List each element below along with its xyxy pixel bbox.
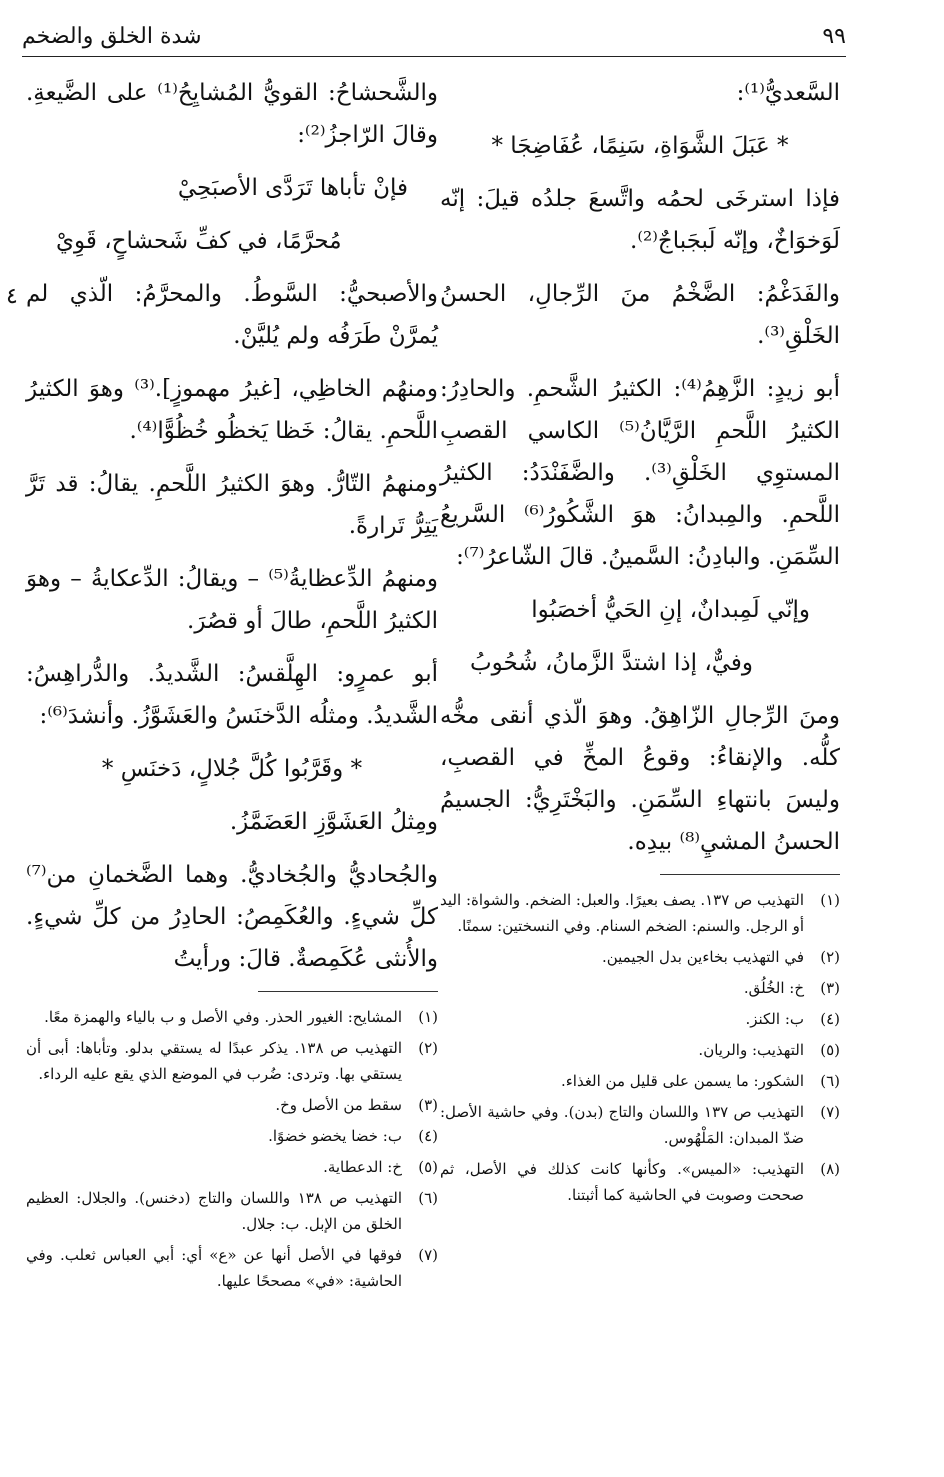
footnote-text: التهذيب: والريان. xyxy=(698,1041,804,1059)
verse-line: وفيٌّ، إذا اشتدَّ الزَّمانُ، شُحُوبُ xyxy=(470,650,754,676)
footnote xyxy=(440,1068,840,1094)
footnote xyxy=(26,1242,438,1294)
footnote-number: (٤) xyxy=(820,1010,840,1028)
footnote-rule xyxy=(258,991,438,992)
footnote-text: التهذيب ص ١٣٧ واللسان والتاج (بدن). وفي حاشية الأصل: ضدّ المبدان: المَلْهُوس. xyxy=(440,1103,804,1147)
footnote-number: (٣) xyxy=(418,1096,438,1114)
footnote-text: في التهذيب بخاءين بدل الجيمين. xyxy=(601,948,804,966)
footnote-text: المشايح: الغيور الحذر. وفي الأصل و ب بالياء والهمزة معًا. xyxy=(44,1008,402,1026)
paragraph: ومِثلُ العَشَوَّزِ العَضَمَّزُ. xyxy=(229,809,438,835)
paragraph: والجُحاديُّ والجُخاديُّ. وهما الضَّخمانِ من⁽⁷⁾ كلِّ شيءٍ. والعُكَمِصُ: الحادِرُ من كلِّ شيءٍ. والأُنثى عُكَمِصةٌ. قالَ: ورأيتُ xyxy=(26,862,438,972)
footnote-text: التهذيب ص ١٣٧. يصف بعيرًا. والعبل: الضخم. والشواة: اليد أو الرجل. والسنم: الضخم السنام. وفي النسختين: سمنًا. xyxy=(440,891,804,935)
footnote xyxy=(26,1035,438,1087)
footnote xyxy=(440,1099,840,1151)
footnote xyxy=(26,1185,438,1237)
footnote-number: (٢) xyxy=(418,1039,438,1057)
footnote xyxy=(440,1037,840,1063)
footnote-text: ب: الكنز. xyxy=(745,1010,804,1028)
footnote-number: (١) xyxy=(820,891,840,909)
verse-line: * عَبَلَ الشَّوَاةِ، سَنِمًا، عُفَاضِجَا * xyxy=(491,133,789,159)
footnote-rule xyxy=(660,874,840,875)
paragraph: والأصبحيُّ: السَّوطُ. والمحرَّمُ: الّذي لم يُمرَّنْ طَرَفُه ولم يُليَّنْ. xyxy=(26,281,438,349)
footnote-number: (٤) xyxy=(418,1127,438,1145)
footnote xyxy=(26,1004,438,1030)
footnote-text: فوقها في الأصل أنها عن «ع» أي: أبي العباس ثعلب. وفي الحاشية: «في» مصححًا عليها. xyxy=(26,1246,402,1290)
footnote xyxy=(440,1006,840,1032)
paragraph: ومنهمُ الدِّعظايةُ⁽⁵⁾ – ويقالُ: الدِّعكايةُ – وهوَ الكثيرُ اللَّحمِ، طالَ أو قصُرَ. xyxy=(26,566,438,634)
footnote xyxy=(440,1156,840,1208)
footnote-number: (٦) xyxy=(418,1189,438,1207)
footnote-number: (٨) xyxy=(820,1160,840,1178)
footnote-number: (١) xyxy=(418,1008,438,1026)
footnote xyxy=(26,1154,438,1180)
footnote-text: التهذيب ص ١٣٨ واللسان والتاج (دخنس). والجلال: العظيم الخلق من الإبل. ب: جلال. xyxy=(26,1189,402,1233)
footnote-text: سقط من الأصل وخ. xyxy=(275,1096,402,1114)
paragraph: ومنَ الرِّجالِ الزّاهِقُ. وهوَ الّذي أنقى مخُّه كلُّه. والإنقاءُ: وقوعُ المخِّ في القصبِ، وليسَ بانتهاءِ السِّمَنِ. والبَخْتَرِيُّ: الجسيمُ الحسنُ المشيِ⁽⁸⁾ بيدِه. xyxy=(440,703,840,855)
footnote-text: خ: الخُلُق. xyxy=(743,979,804,997)
paragraph: أبو عمرٍو: الهِلَّقسُ: الشَّديدُ. والدُّراهِسُ: الشَّديدُ. ومثلُه الدَّخنَسُ والعَشَوَّزُ. وأنشدَ⁽⁶⁾: xyxy=(26,661,438,729)
footnote-text: التهذيب: «الميس». وكأنها كانت كذلك في الأصل، ثم صححت وصوبت في الحاشية كما أثبتنا. xyxy=(440,1160,804,1204)
page-number: ٩٩ xyxy=(822,24,846,49)
paragraph: والفَدَغْمُ: الضَّخْمُ منَ الرِّجالِ، الحسنُ الخَلْقِ⁽³⁾. xyxy=(440,281,840,349)
footnote-number: (٥) xyxy=(418,1158,438,1176)
footnote xyxy=(26,1123,438,1149)
footnote-number: (٧) xyxy=(418,1246,438,1264)
running-title: شدة الخلق والضخم xyxy=(22,24,202,49)
paragraph: ومنهمُ التّارُّ. وهوَ الكثيرُ اللَّحمِ. يقالُ: قد تَرَّ يَتِرُّ تَرارةً. xyxy=(26,471,438,539)
footnote xyxy=(440,887,840,939)
footnote-number: (٦) xyxy=(820,1072,840,1090)
footnote-number: (٢) xyxy=(820,948,840,966)
footnote-number: (٣) xyxy=(820,979,840,997)
paragraph: والشَّحشاحُ: القويُّ المُشايِحُ⁽¹⁾ على الضَّيعةِ. وقالَ الرّاجزُ⁽²⁾: xyxy=(26,80,438,148)
verse-line: * وقَرَّبُوا كُلَّ جُلالٍ، دَخنَسِ * xyxy=(101,756,363,782)
footnote xyxy=(26,1092,438,1118)
footnote-number: (٥) xyxy=(820,1041,840,1059)
footnote-text: خ: الدعطاية. xyxy=(323,1158,402,1176)
verse-line: فإنْ تأباها تَرَدَّى الأصبَحِيْ xyxy=(177,175,408,201)
footnote-text: ب: خضا يخضو خضوًا. xyxy=(268,1127,402,1145)
footnote xyxy=(440,944,840,970)
margin-line-number: ٤ xyxy=(6,284,18,309)
header-rule xyxy=(22,56,846,57)
left-column xyxy=(26,72,438,1299)
footnote xyxy=(440,975,840,1001)
paragraph: أبو زيدٍ: الزَّهِمُ⁽⁴⁾: الكثيرُ الشَّحمِ. والحادِرُ: الكثيرُ اللَّحمِ الرَّيَّانُ⁽⁵⁾ الكاسي القصبِ المستوِي الخَلْقِ⁽³⁾. والضَّفَنْدَدُ: الكثيرُ اللَّحمِ. والمِبدانُ: هوَ الشَّكُورُ⁽⁶⁾ السَّريعُ السِّمَنِ. والبادِنُ: السَّمينُ. قالَ الشّاعرُ⁽⁷⁾: xyxy=(440,376,841,570)
footnote-number: (٧) xyxy=(820,1103,840,1121)
footnote-text: الشكور: ما يسمن على قليل من الغذاء. xyxy=(560,1072,804,1090)
paragraph: ومنهُم الخاظِي، [غيرُ مهموزٍ].⁽³⁾ وهوَ الكثيرُ اللَّحمِ. يقالُ: خَظا يَخظُو خُظُوًّا⁽⁴⁾. xyxy=(26,376,438,444)
running-header xyxy=(22,14,846,60)
paragraph: السَّعديُّ⁽¹⁾: xyxy=(736,80,840,106)
verse-line: وإنّي لَمِبدانٌ، إنِ الحَيُّ أخصَبُوا xyxy=(531,597,810,623)
footnote-text: التهذيب ص ١٣٨. يذكر عبدًا له يستقي بدلو. وتأباها: أبى أن يستقي بها. وتردى: ضُرب في الموضع الذي يقع عليه الرداء. xyxy=(26,1039,402,1083)
verse-line: مُحرَّمًا، في كفِّ شَحشاحٍ، قَوِيْ xyxy=(56,228,342,254)
paragraph: فإذا استرخَى لحمُه واتَّسعَ جلدُه قيلَ: إنّه لَوَخوَاخٌ، وإنّه لَبجَباجٌ⁽²⁾. xyxy=(440,186,840,254)
right-column xyxy=(440,72,840,1213)
